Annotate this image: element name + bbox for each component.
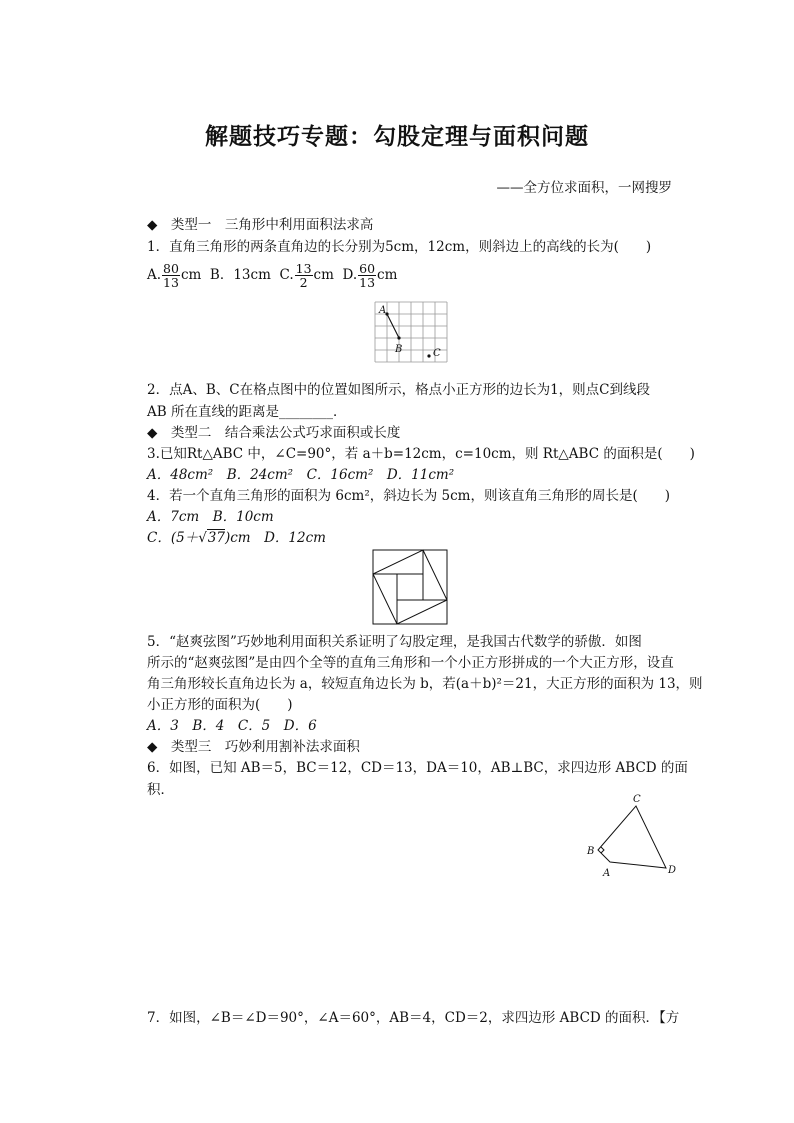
right-angle-mark (601, 847, 604, 853)
label-a: A (603, 868, 611, 879)
question-3-stem: 3.已知Rt△ABC 中，∠C=90°，若 a＋b=12cm，c=10cm，则 Rt△ABC 的面积是( ) (147, 446, 695, 462)
question-1-stem: 1．直角三角形的两条直角边的长分别为5cm，12cm，则斜边上的高线的长为( ) (147, 239, 652, 255)
point-c (427, 354, 430, 357)
label-d: D (668, 865, 677, 876)
fraction-c: $\frac{13}{2}$ (295, 261, 312, 290)
question-5-options: A．3 B．4 C．5 D．6 (147, 718, 317, 734)
quadrilateral-svg (578, 792, 682, 886)
question-6-line2: 积． (147, 782, 174, 798)
section-header-type3: ◆ 类型三 巧妙利用割补法求面积 (147, 739, 360, 755)
question-6-line1: 6．如图，已知 AB＝5，BC＝12，CD＝13，DA＝10，AB⊥BC，求四边形 ABCD 的面 (147, 760, 688, 776)
question-3-options: A．48cm² B．24cm² C．16cm² D．11cm² (147, 467, 455, 483)
grid-svg (373, 300, 449, 364)
page-title: 解题技巧专题：勾股定理与面积问题 (205, 124, 589, 150)
question-5-line4: 小正方形的面积为( ) (147, 697, 293, 713)
question-2-line2: AB 所在直线的距离是________． (147, 404, 347, 420)
quadrilateral-figure (578, 792, 682, 886)
page-subtitle: ——全方位求面积，一网搜罗 (496, 180, 672, 196)
grid-figure (373, 300, 449, 364)
label-b: B (395, 344, 403, 355)
question-5-line2: 所示的“赵爽弦图”是由四个全等的直角三角形和一个小正方形拼成的一个大正方形，设直 (147, 655, 674, 671)
label-c: C (633, 794, 641, 805)
label-b: B (587, 846, 595, 857)
fraction-d: $\frac{60}{13}$ (359, 261, 376, 290)
question-4-options-ab: A．7cm B．10cm (147, 509, 274, 525)
label-c: C (433, 348, 441, 359)
question-7-line1: 7．如图，∠B＝∠D＝90°，∠A＝60°，AB＝4，CD＝2，求四边形 ABCD 的面积．【方 (147, 1010, 680, 1026)
question-5-line3: 角三角形较长直角边长为 a，较短直角边长为 b，若(a＋b)²＝21，大正方形的面积为 13，则 (147, 676, 703, 692)
fraction-a: $\frac{80}{13}$ (163, 261, 179, 290)
question-2-line1: 2．点A、B、C在格点图中的位置如图所示，格点小正方形的边长为1，则点C到线段 (147, 382, 651, 398)
question-1-options: A. $\frac{80}{13}$ cm B．13cm C. $\frac{13}{2}$ cm D. $\frac{60}{13}$ cm (147, 261, 398, 290)
question-4-stem: 4．若一个直角三角形的面积为 6cm²，斜边长为 5cm，则该直角三角形的周长是( ) (147, 488, 671, 504)
question-4-options-cd: C．(5＋√37)cm D．12cm (147, 530, 326, 546)
section-header-type2: ◆ 类型二 结合乘法公式巧求面积或长度 (147, 425, 401, 441)
label-a: A (379, 305, 387, 316)
quad-outline (598, 806, 666, 868)
question-5-line1: 5．“赵爽弦图”巧妙地利用面积关系证明了勾股定理，是我国古代数学的骄傲．如图 (147, 634, 642, 650)
zhao-shuang-figure (371, 548, 449, 626)
point-b (397, 336, 400, 339)
section-header-type1: ◆ 类型一 三角形中利用面积法求高 (147, 217, 374, 233)
zhao-shuang-svg (371, 548, 449, 626)
